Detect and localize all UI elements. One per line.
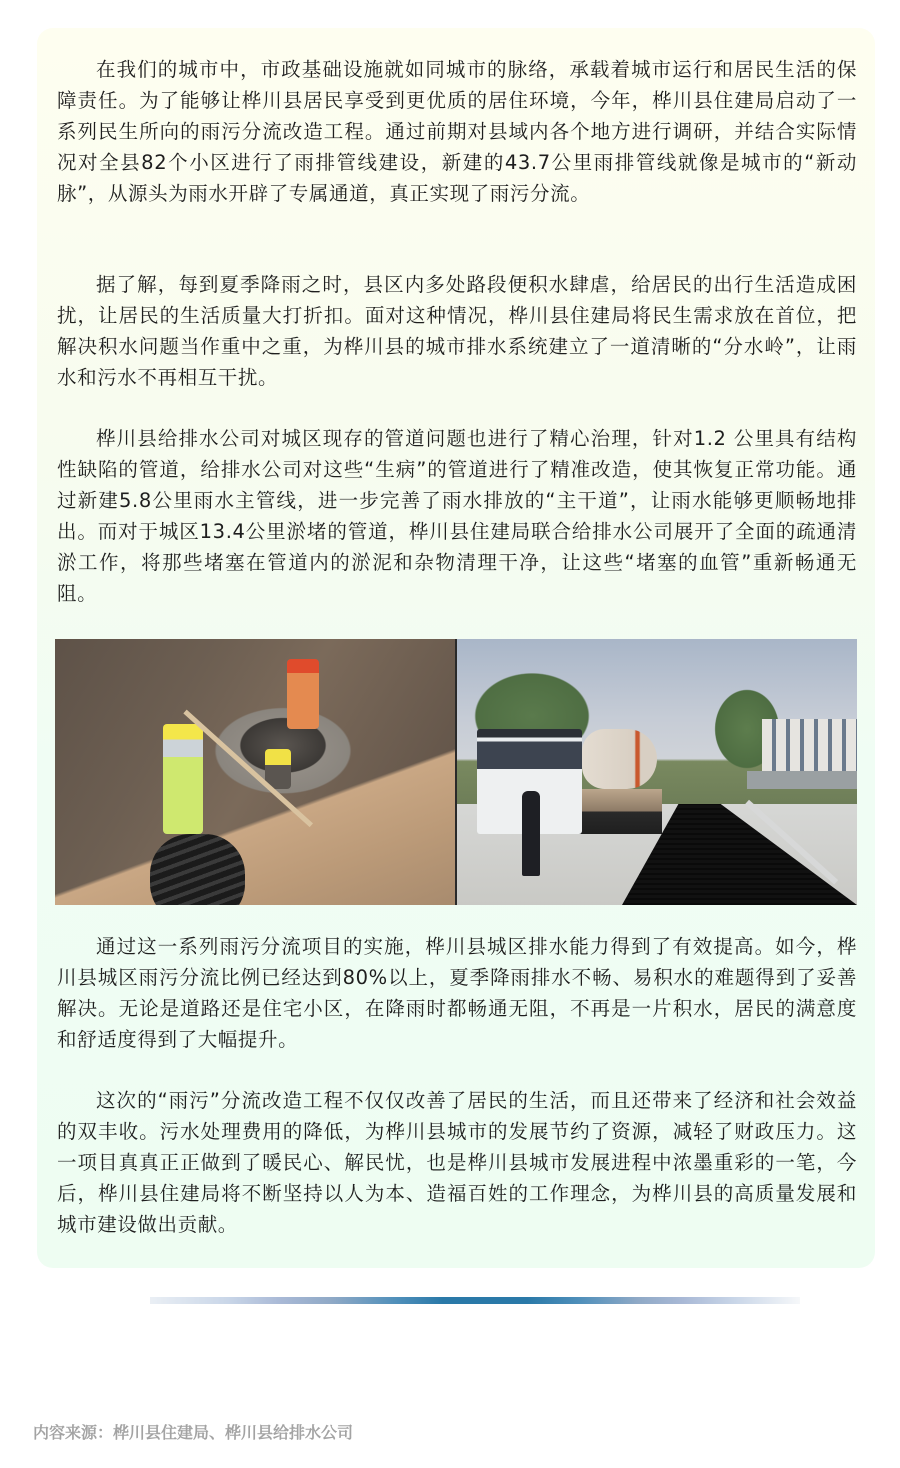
photo-row <box>55 639 857 905</box>
article-paragraph-3: 桦川县给排水公司对城区现存的管道问题也进行了精心治理，针对1.2 公里具有结构性缺陷的管道，给排水公司对这些“生病”的管道进行了精准改造，使其恢复正常功能。通过新建5.8公里雨水主管线，进一步完善了雨水排放的“主干道”，让雨水能够更顺畅地排出。而对于城区13.4公里淤堵的管道，桦川县住建局联合给排水公司展开了全面的疏通清淤工作，将那些堵塞在管道内的淤泥和杂物清理干净，让这些“堵塞的血管”重新畅通无阻。 <box>57 427 857 605</box>
article-paragraph-5: 这次的“雨污”分流改造工程不仅仅改善了居民的生活，而且还带来了经济和社会效益的双丰收。污水处理费用的降低，为桦川县城市的发展节约了资源，减轻了财政压力。这一项目真真正正做到了暖民心、解民忧，也是桦川县城市发展进程中浓墨重彩的一笔，今后，桦川县住建局将不断坚持以人为本、造福百姓的工作理念，为桦川县的高质量发展和城市建设做出贡献。 <box>57 1089 857 1236</box>
article-card <box>37 28 875 1268</box>
corrugated-pipe-shape <box>150 834 245 905</box>
article-paragraph-2: 据了解，每到夏季降雨之时，县区内多处路段便积水肆虐，给居民的出行生活造成困扰，让居民的生活质量大打折扣。面对这种情况，桦川县住建局将民生需求放在首位，把解决积水问题当作重中之重，为桦川县的城市排水系统建立了一道清晰的“分水岭”，让雨水和污水不再相互干扰。 <box>57 273 857 389</box>
standing-person <box>522 791 540 876</box>
gradient-divider <box>150 1297 800 1304</box>
building <box>762 719 857 779</box>
wall <box>747 771 857 789</box>
worker-red-helmet <box>287 659 319 729</box>
photo-trench-pipe-installation <box>55 639 455 905</box>
mixer-drum <box>582 729 657 789</box>
article-paragraph-1: 在我们的城市中，市政基础设施就如同城市的脉络，承载着城市运行和居民生活的保障责任。为了能够让桦川县居民享受到更优质的居住环境，今年，桦川县住建局启动了一系列民生所向的雨污分流改造工程。通过前期对县域内各个地方进行调研，并结合实际情况对全县82个小区进行了雨排管线建设，新建的43.7公里雨排管线就像是城市的“新动脉”，从源头为雨水开辟了专属通道，真正实现了雨污分流。 <box>57 58 857 205</box>
worker-yellow-helmet <box>163 724 203 834</box>
photo-road-construction-truck <box>457 639 857 905</box>
content-source: 内容来源：桦川县住建局、桦川县给排水公司 <box>33 1423 354 1442</box>
article-paragraph-4: 通过这一系列雨污分流项目的实施，桦川县城区排水能力得到了有效提高。如今，桦川县城区雨污分流比例已经达到80%以上，夏季降雨排水不畅、易积水的难题得到了妥善解决。无论是道路还是住宅小区，在降雨时都畅通无阻，不再是一片积水，居民的满意度和舒适度得到了大幅提升。 <box>57 935 857 1051</box>
